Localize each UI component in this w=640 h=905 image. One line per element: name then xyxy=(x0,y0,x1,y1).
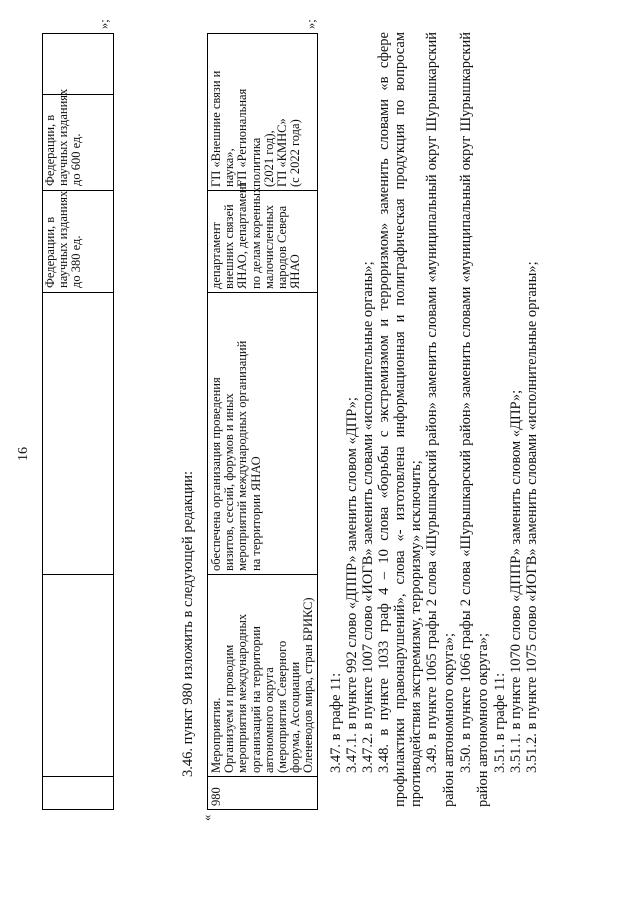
row-number: 980 xyxy=(209,787,223,806)
item-3-47-1: 3.47.1. в пункте 992 слово «ДППР» заменить словом «ДПР»; xyxy=(344,397,360,773)
row-result-text: обеспечена организация проведения визитов, сессий, форумов и иных мероприятий международных организаций на территории ЯНАО xyxy=(209,340,263,571)
top-table-cell-380: Федерации, в научных изданиях до 380 ед. xyxy=(43,190,84,288)
item-3-48-line-2: профилактики правонарушений», слова «- изготовлена информационная и полиграфическая продукция по вопросам xyxy=(392,32,408,807)
item-3-51-2: 3.51.2. в пункте 1075 слово «ИОГВ» заменить словами «исполнительные органы»; xyxy=(524,261,540,773)
item-3-47-2: 3.47.2. в пункте 1007 слово «ИОГВ» заменить словами «исполнительные органы»; xyxy=(360,261,376,773)
table-divider xyxy=(207,292,318,293)
table-divider xyxy=(42,292,114,293)
row-program-text: ГП «Внешние связи и наука», ГП «Региональная политика (2021 год), ГП «КМНС» (с 2022 года) xyxy=(209,70,303,187)
table-divider xyxy=(42,574,114,575)
item-3-50-line-2: район автономного округа»; xyxy=(475,632,491,807)
item-3-46: 3.46. пункт 980 изложить в следующей редакции: xyxy=(180,470,196,777)
row-closing-mark: »; xyxy=(304,19,318,29)
row-measure-text: Мероприятия. Организуем и проводим мероприятия международных организаций на территории автономного округа (мероприятия Северного форума, Ассоциации Оленеводов мира, стран БРИКС) xyxy=(209,597,316,773)
item-3-51-1: 3.51.1. в пункте 1070 слово «ДППР» заменить словом «ДПР»; xyxy=(508,389,524,773)
item-3-51: 3.51. в графе 11: xyxy=(492,672,508,773)
item-3-47: 3.47. в графе 11: xyxy=(328,672,344,773)
table-divider xyxy=(207,574,318,575)
item-3-48-line-1: 3.48. в пункте 1033 граф 4 – 10 слова «борьбы с экстремизмом и терроризмом» заменить словами «в сфере xyxy=(376,32,392,773)
top-table-closing-mark: »; xyxy=(97,19,111,29)
page-number: 16 xyxy=(16,447,31,461)
table-divider xyxy=(207,776,318,777)
row-open-mark: « xyxy=(200,814,214,821)
item-3-49-line-2: район автономного округа»; xyxy=(441,632,457,807)
table-divider xyxy=(42,776,114,777)
top-table-cell-600: Федерации, в научных изданиях до 600 ед. xyxy=(43,88,84,186)
item-3-48-line-3: противодействия экстремизму, терроризму» исключить; xyxy=(408,460,424,807)
row-responsible-text: департамент внешних связей ЯНАО, департамент по делам коренных малочисленных народов Севера ЯНАО xyxy=(209,180,303,289)
item-3-49-line-1: 3.49. в пункте 1065 графы 2 слова «Шурышкарский район» заменить словами «муниципальный округ Шурышкарский xyxy=(424,32,440,773)
item-3-50-line-1: 3.50. в пункте 1066 графы 2 слова «Шурышкарский район» заменить словами «муниципальный округ Шурышкарский xyxy=(458,32,474,773)
